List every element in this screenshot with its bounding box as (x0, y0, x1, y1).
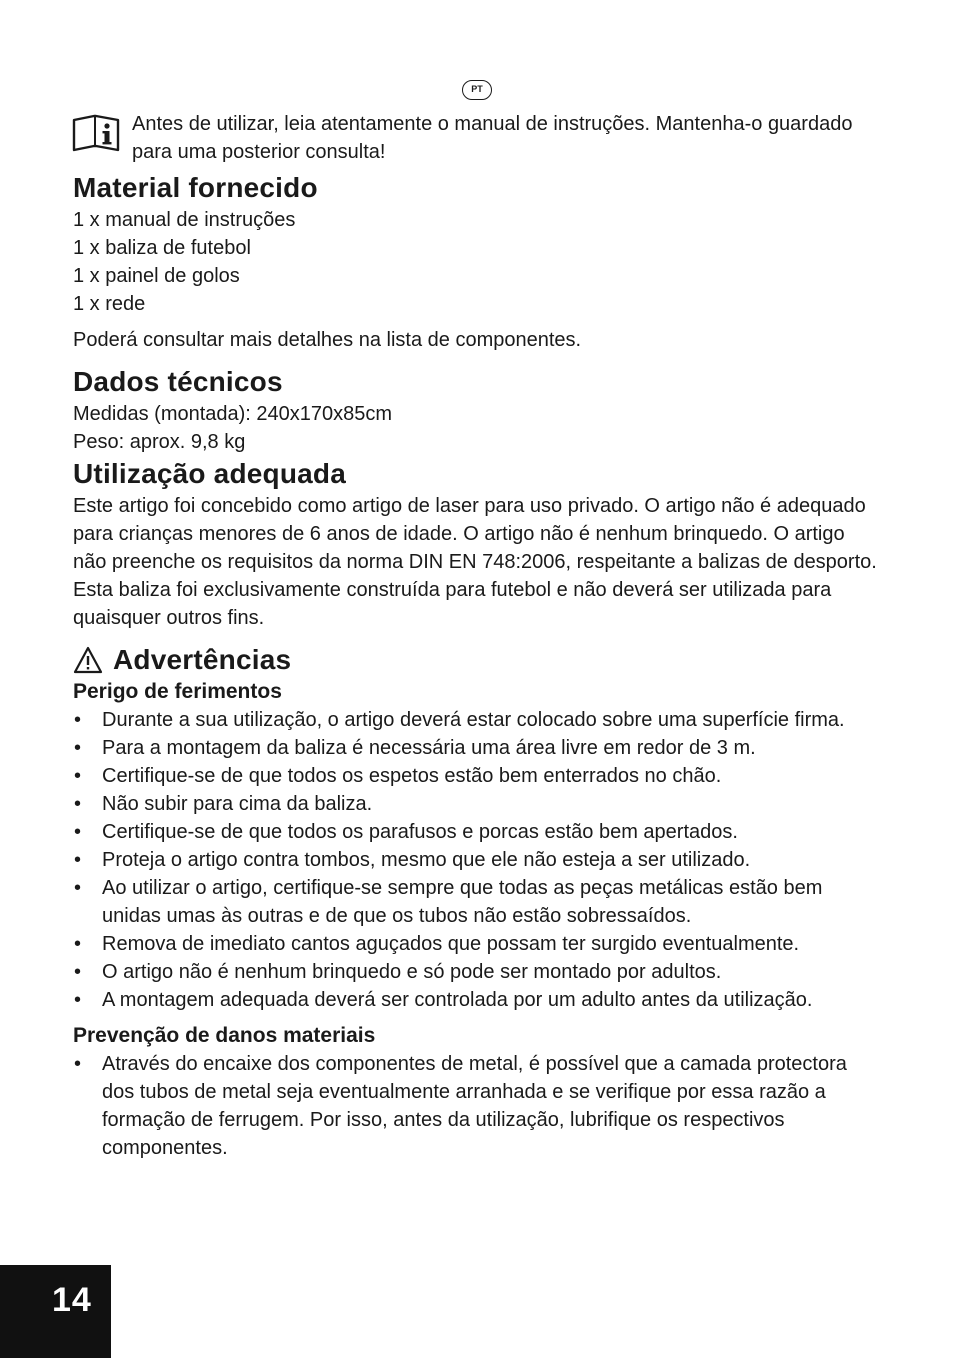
list-item: • Para a montagem da baliza é necessária uma área livre em redor de 3 m. (73, 734, 883, 762)
list-item: 1 x baliza de futebol (73, 237, 251, 259)
list-item: 1 x rede (73, 293, 146, 315)
material-list (73, 206, 883, 318)
dados-medidas: Medidas (montada): 240x170x85cm (73, 403, 393, 425)
section-title-dados: Dados técnicos (73, 366, 283, 397)
list-item: 1 x manual de instruções (73, 209, 296, 231)
list-item: • Ao utilizar o artigo, certifique-se sempre que todas as peças metálicas estão bem unidas umas às outras e de que os tubos não estão sobressaídos. (73, 874, 883, 930)
language-badge: PT (462, 80, 492, 100)
intro-notice: Antes de utilizar, leia atentamente o manual de instruções. Mantenha-o guardado para uma posterior consulta! (132, 113, 853, 163)
list-item: • Remova de imediato cantos aguçados que possam ter surgido eventualmente. (73, 930, 883, 958)
info-book-icon (72, 114, 124, 154)
material-note: Poderá consultar mais detalhes na lista de componentes. (73, 329, 582, 351)
subsection-title-prevencao: Prevenção de danos materiais (73, 1024, 376, 1047)
section-title-advertencias: Advertências (113, 644, 292, 675)
dados-peso: Peso: aprox. 9,8 kg (73, 431, 246, 453)
subsection-title-perigo: Perigo de ferimentos (73, 680, 282, 703)
warning-triangle-icon (73, 646, 103, 674)
perigo-list (73, 706, 883, 1014)
list-item: • O artigo não é nenhum brinquedo e só pode ser montado por adultos. (73, 958, 883, 986)
section-title-material: Material fornecido (73, 172, 318, 203)
list-item: • Certifique-se de que todos os espetos estão bem enterrados no chão. (73, 762, 883, 790)
list-item: • Através do encaixe dos componentes de metal, é possível que a camada protectora dos tubos de metal seja eventualmente arranhada e se verifique por essa razão a formação de ferrugem. Por isso, antes da utilização, lubrifique os respectivos componentes. (73, 1050, 883, 1162)
list-item: • Proteja o artigo contra tombos, mesmo que ele não esteja a ser utilizado. (73, 846, 883, 874)
list-item: • A montagem adequada deverá ser controlada por um adulto antes da utilização. (73, 986, 883, 1014)
advertencias-header (73, 642, 883, 678)
list-item: 1 x painel de golos (73, 265, 240, 287)
prevencao-list (73, 1050, 883, 1162)
list-item: • Certifique-se de que todos os parafusos e porcas estão bem apertados. (73, 818, 883, 846)
list-item: • Não subir para cima da baliza. (73, 790, 883, 818)
page-number: 14 (0, 1265, 111, 1358)
manual-content (73, 170, 883, 1162)
utilizacao-text: Este artigo foi concebido como artigo de laser para uso privado. O artigo não é adequado para crianças menores de 6 anos de idade. O artigo não é nenhum brinquedo. O artigo não preenche os requisitos da norma DIN EN 748:2006, respeitante a balizas de desporto. Esta baliza foi exclusivamente construída para futebol e não deverá ser utilizada para quaisquer outros fins. (73, 495, 877, 629)
list-item: • Durante a sua utilização, o artigo deverá estar colocado sobre uma superfície firma. (73, 706, 883, 734)
section-title-utilizacao: Utilização adequada (73, 458, 346, 489)
